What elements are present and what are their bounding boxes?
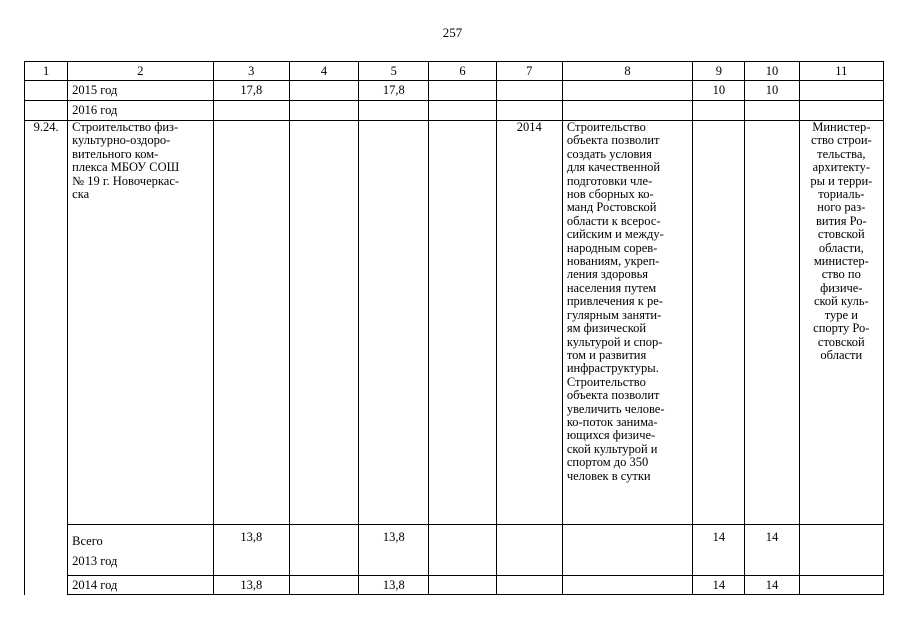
cell-empty	[429, 101, 496, 121]
cell-empty	[359, 121, 429, 525]
table-row-2014	[25, 576, 884, 595]
year-label: 2015 год	[68, 81, 214, 101]
cell-empty	[359, 101, 429, 121]
cell-empty	[562, 525, 692, 576]
cell-empty	[496, 525, 562, 576]
page-number: 257	[442, 25, 463, 40]
value-col10: 10	[745, 81, 799, 101]
header-cell-7: 7	[496, 62, 562, 81]
value-col3: 17,8	[213, 81, 289, 101]
table-row-2015	[25, 81, 884, 101]
table-row-total	[25, 525, 884, 576]
header-cell-1: 1	[25, 62, 68, 81]
cell-empty	[496, 101, 562, 121]
header-cell-2: 2	[68, 62, 214, 81]
cell-empty	[289, 525, 358, 576]
value-col3: 13,8	[213, 525, 289, 576]
item-name: Строительство физ- культурно-оздоро- вительного ком- плекса МБОУ СОШ № 19 г. Новочеркас- ска	[68, 121, 214, 525]
cell-empty	[799, 81, 883, 101]
cell-empty	[693, 121, 745, 525]
cell-empty	[429, 121, 496, 525]
cell-empty	[799, 525, 883, 576]
header-cell-11: 11	[799, 62, 883, 81]
cell-empty	[289, 121, 358, 525]
value-col9: 14	[693, 525, 745, 576]
value-col10: 14	[745, 525, 799, 576]
year-label: 2014 год	[68, 576, 214, 595]
cell-empty	[25, 81, 68, 101]
value-col9: 10	[693, 81, 745, 101]
cell-empty	[289, 101, 358, 121]
cell-empty	[213, 101, 289, 121]
table-row-2016	[25, 101, 884, 121]
item-year: 2014	[496, 121, 562, 525]
program-table	[24, 61, 884, 595]
cell-empty	[799, 101, 883, 121]
header-cell-3: 3	[213, 62, 289, 81]
item-number: 9.24.	[25, 121, 68, 595]
cell-empty	[429, 576, 496, 595]
cell-empty	[745, 121, 799, 525]
table-row-main	[25, 121, 884, 525]
value-col3: 13,8	[213, 576, 289, 595]
value-col9: 14	[693, 576, 745, 595]
cell-empty	[25, 101, 68, 121]
year-label: 2016 год	[68, 101, 214, 121]
header-cell-5: 5	[359, 62, 429, 81]
cell-empty	[496, 576, 562, 595]
header-cell-6: 6	[429, 62, 496, 81]
value-col5: 13,8	[359, 576, 429, 595]
header-cell-10: 10	[745, 62, 799, 81]
item-responsible: Министер- ство строи- тельства, архитекту- ры и терри- ториаль- ного раз- вития Ро- стовской области, министер- ство по физиче- ской куль- туре и спорту Ро- стовской области	[799, 121, 883, 525]
header-cell-8: 8	[562, 62, 692, 81]
cell-empty	[562, 81, 692, 101]
item-description: Строительство объекта позволит создать условия для качественной подготовки чле- нов сборных ко- манд Ростовской области к всерос- сийским и между- народным сорев- нованиям, укреп- ления здоровья населения путем привлечения к ре- гулярным заняти- ям физической культурой и спор- том и развития инфраструктуры. Строительство объекта позволит увеличить челове- ко-поток занима- ющихся физиче- ской культурой и спортом до 350 человек в сутки	[562, 121, 692, 525]
header-cell-9: 9	[693, 62, 745, 81]
cell-empty	[693, 101, 745, 121]
cell-empty	[745, 101, 799, 121]
cell-empty	[429, 81, 496, 101]
cell-empty	[799, 576, 883, 595]
cell-empty	[496, 81, 562, 101]
cell-empty	[289, 576, 358, 595]
value-col5: 17,8	[359, 81, 429, 101]
total-label: Всего 2013 год	[68, 525, 214, 576]
header-row	[25, 62, 884, 81]
cell-empty	[289, 81, 358, 101]
cell-empty	[429, 525, 496, 576]
value-col10: 14	[745, 576, 799, 595]
value-col5: 13,8	[359, 525, 429, 576]
cell-empty	[562, 101, 692, 121]
cell-empty	[213, 121, 289, 525]
header-cell-4: 4	[289, 62, 358, 81]
cell-empty	[562, 576, 692, 595]
